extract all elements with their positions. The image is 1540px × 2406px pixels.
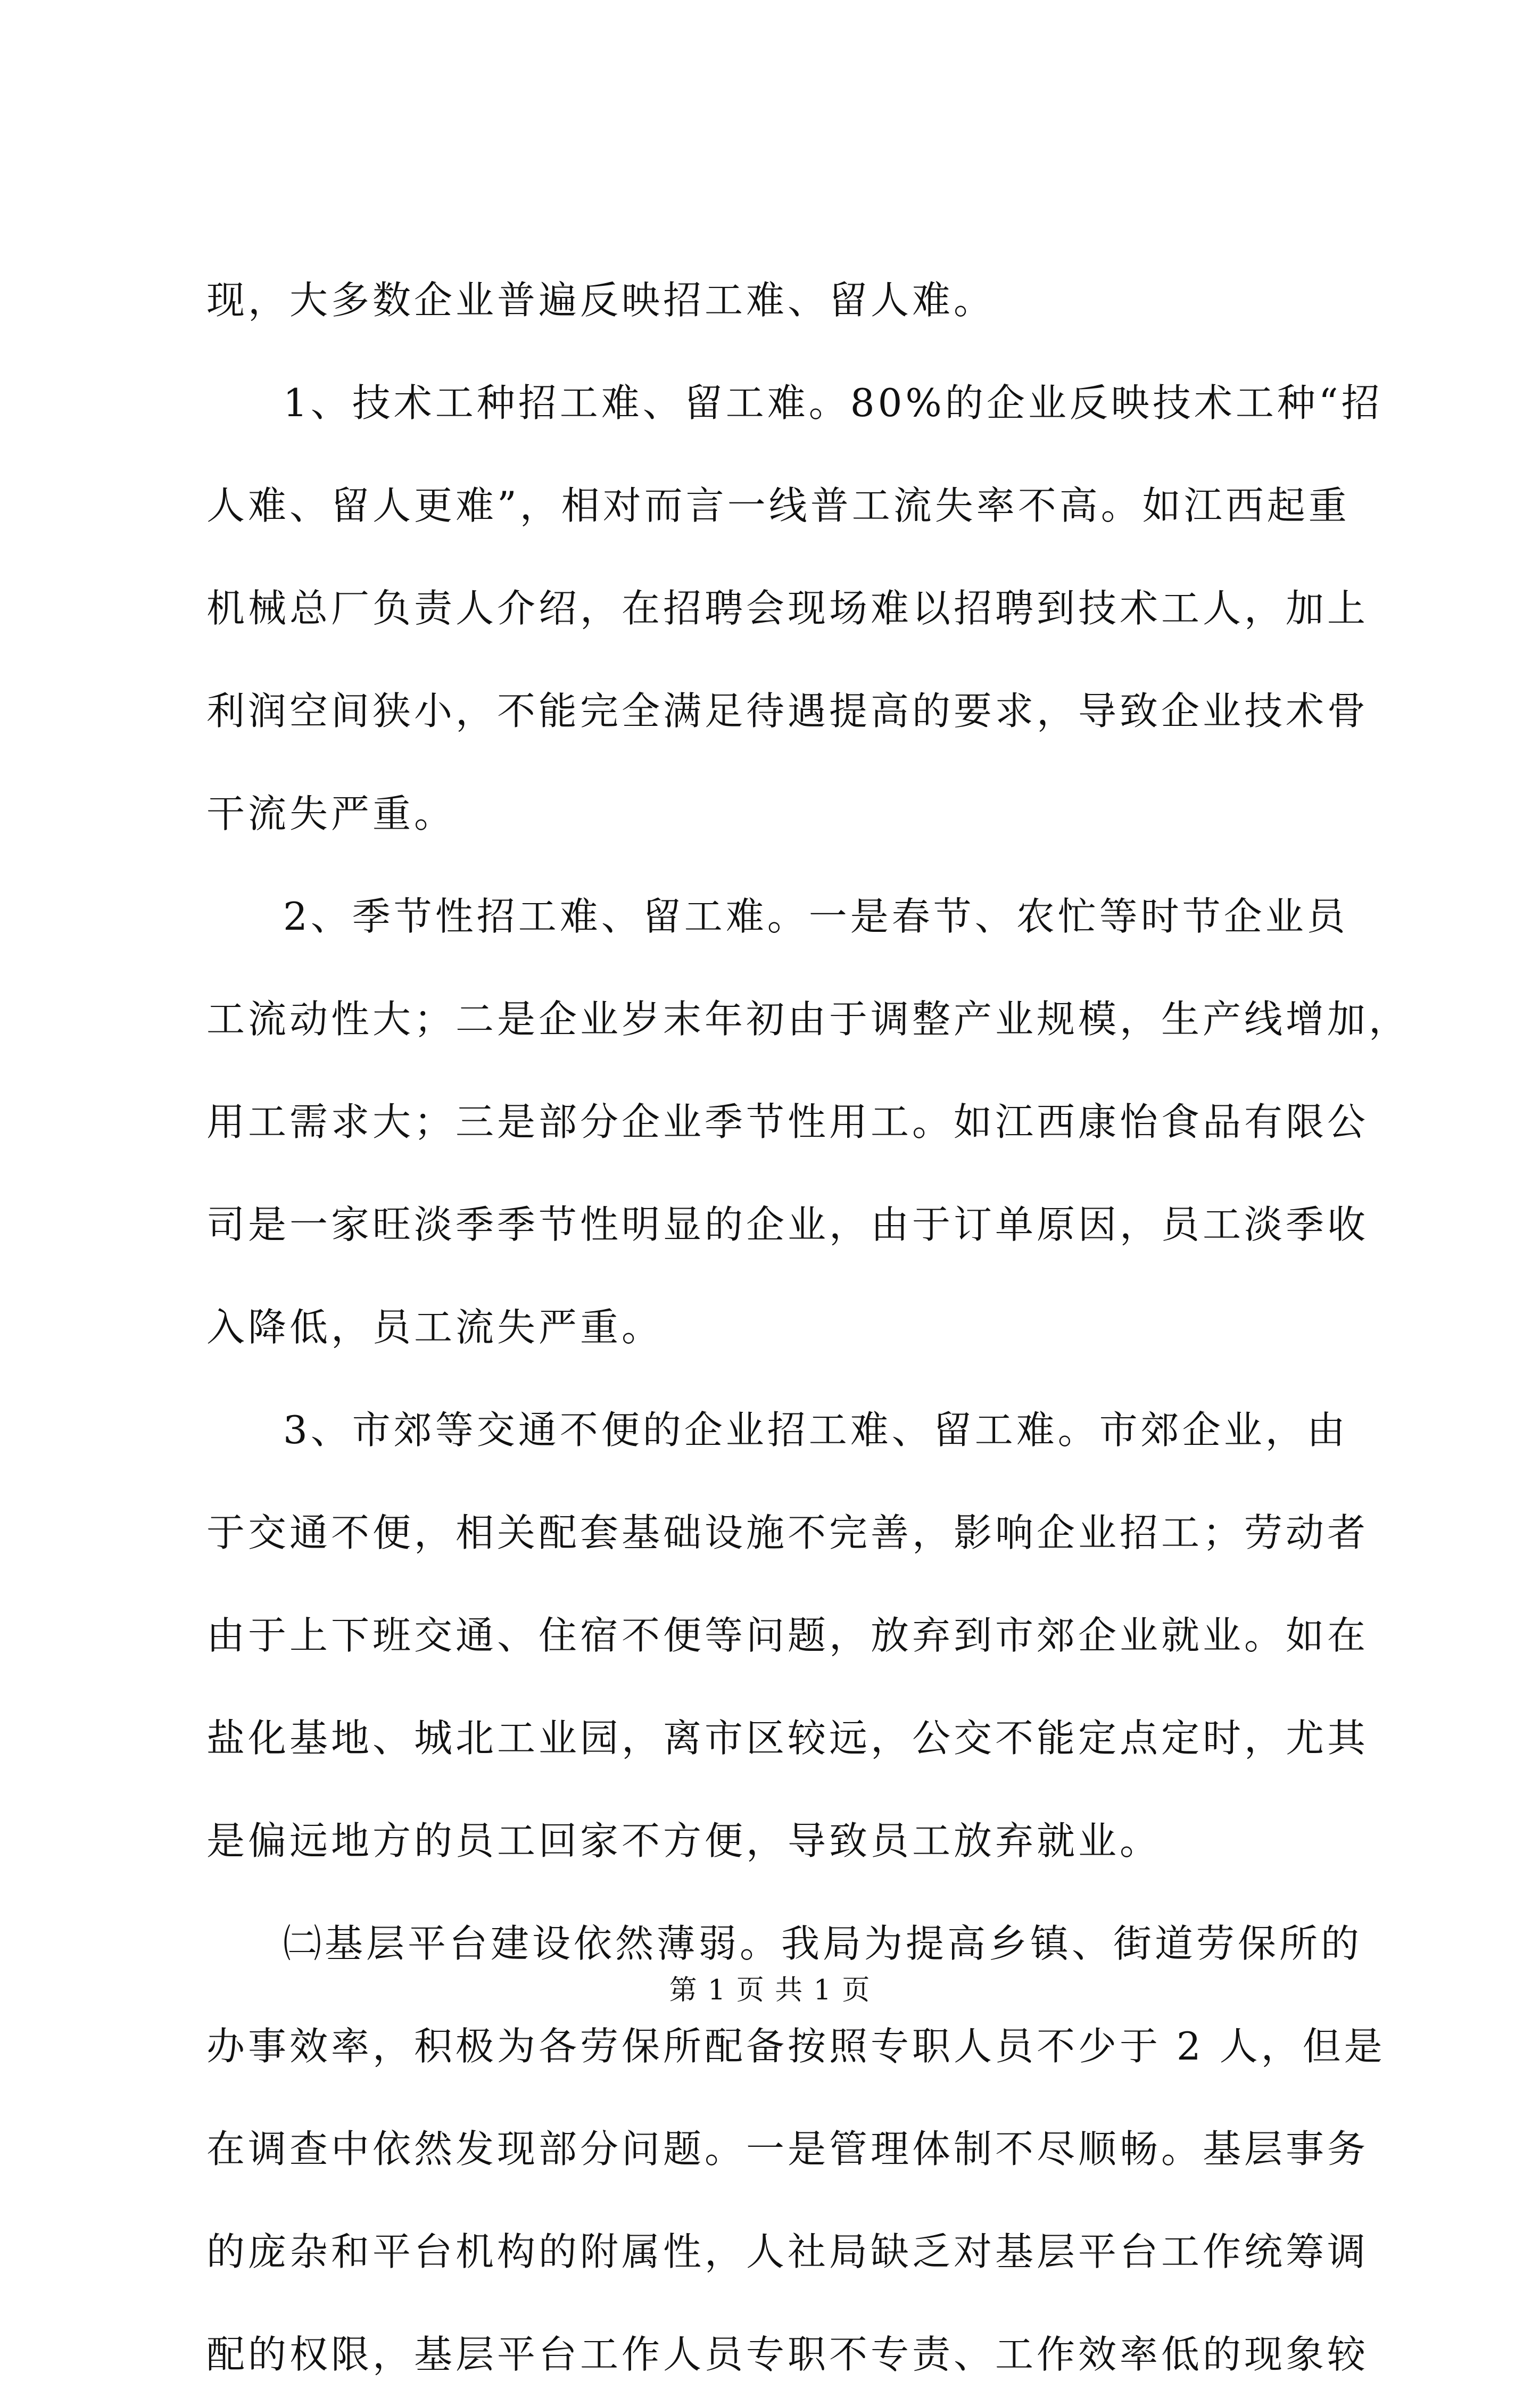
body-line: 工流动性大；二是企业岁末年初由于调整产业规模，生产线增加， bbox=[206, 997, 1411, 1041]
body-line: ㈡基层平台建设依然薄弱。我局为提高乡镇、街道劳保所的 bbox=[283, 1921, 1363, 1966]
body-line: 由于上下班交通、住宿不便等问题，放弃到市郊企业就业。如在 bbox=[206, 1613, 1369, 1658]
body-line: 1、技术工种招工难、留工难。80%的企业反映技术工种“招 bbox=[283, 381, 1383, 425]
body-line: 3、市郊等交通不便的企业招工难、留工难。市郊企业，由 bbox=[283, 1408, 1348, 1452]
document-body bbox=[206, 249, 1411, 2406]
body-line: 司是一家旺淡季季节性明显的企业，由于订单原因，员工淡季收 bbox=[206, 1202, 1369, 1247]
body-line: 是偏远地方的员工回家不方便，导致员工放弃就业。 bbox=[206, 1818, 1162, 1863]
body-line: 配的权限，基层平台工作人员专职不专责、工作效率低的现象较 bbox=[206, 2332, 1369, 2377]
page-footer: 第 1 页 共 1 页 bbox=[669, 1974, 871, 2006]
body-line: 机械总厂负责人介绍，在招聘会现场难以招聘到技术工人，加上 bbox=[206, 586, 1369, 631]
body-line: 2、季节性招工难、留工难。一是春节、农忙等时节企业员 bbox=[283, 894, 1348, 939]
body-line: 现，大多数企业普遍反映招工难、留人难。 bbox=[206, 278, 996, 323]
body-line: 在调查中依然发现部分问题。一是管理体制不尽顺畅。基层事务 bbox=[206, 2127, 1369, 2171]
body-line: 入降低，员工流失严重。 bbox=[206, 1305, 664, 1350]
body-line: 用工需求大；三是部分企业季节性用工。如江西康怡食品有限公 bbox=[206, 1099, 1369, 1144]
body-line: 于交通不便，相关配套基础设施不完善，影响企业招工；劳动者 bbox=[206, 1510, 1369, 1555]
body-line: 盐化基地、城北工业园，离市区较远，公交不能定点定时，尤其 bbox=[206, 1716, 1369, 1760]
body-line: 利润空间狭小，不能完全满足待遇提高的要求，导致企业技术骨 bbox=[206, 689, 1369, 733]
body-line: 人难、留人更难”，相对而言一线普工流失率不高。如江西起重 bbox=[206, 483, 1350, 528]
body-line: 的庞杂和平台机构的附属性，人社局缺乏对基层平台工作统筹调 bbox=[206, 2229, 1369, 2274]
body-line: 干流失严重。 bbox=[206, 791, 456, 836]
body-line: 办事效率，积极为各劳保所配备按照专职人员不少于 2 人，但是 bbox=[206, 2024, 1386, 2069]
